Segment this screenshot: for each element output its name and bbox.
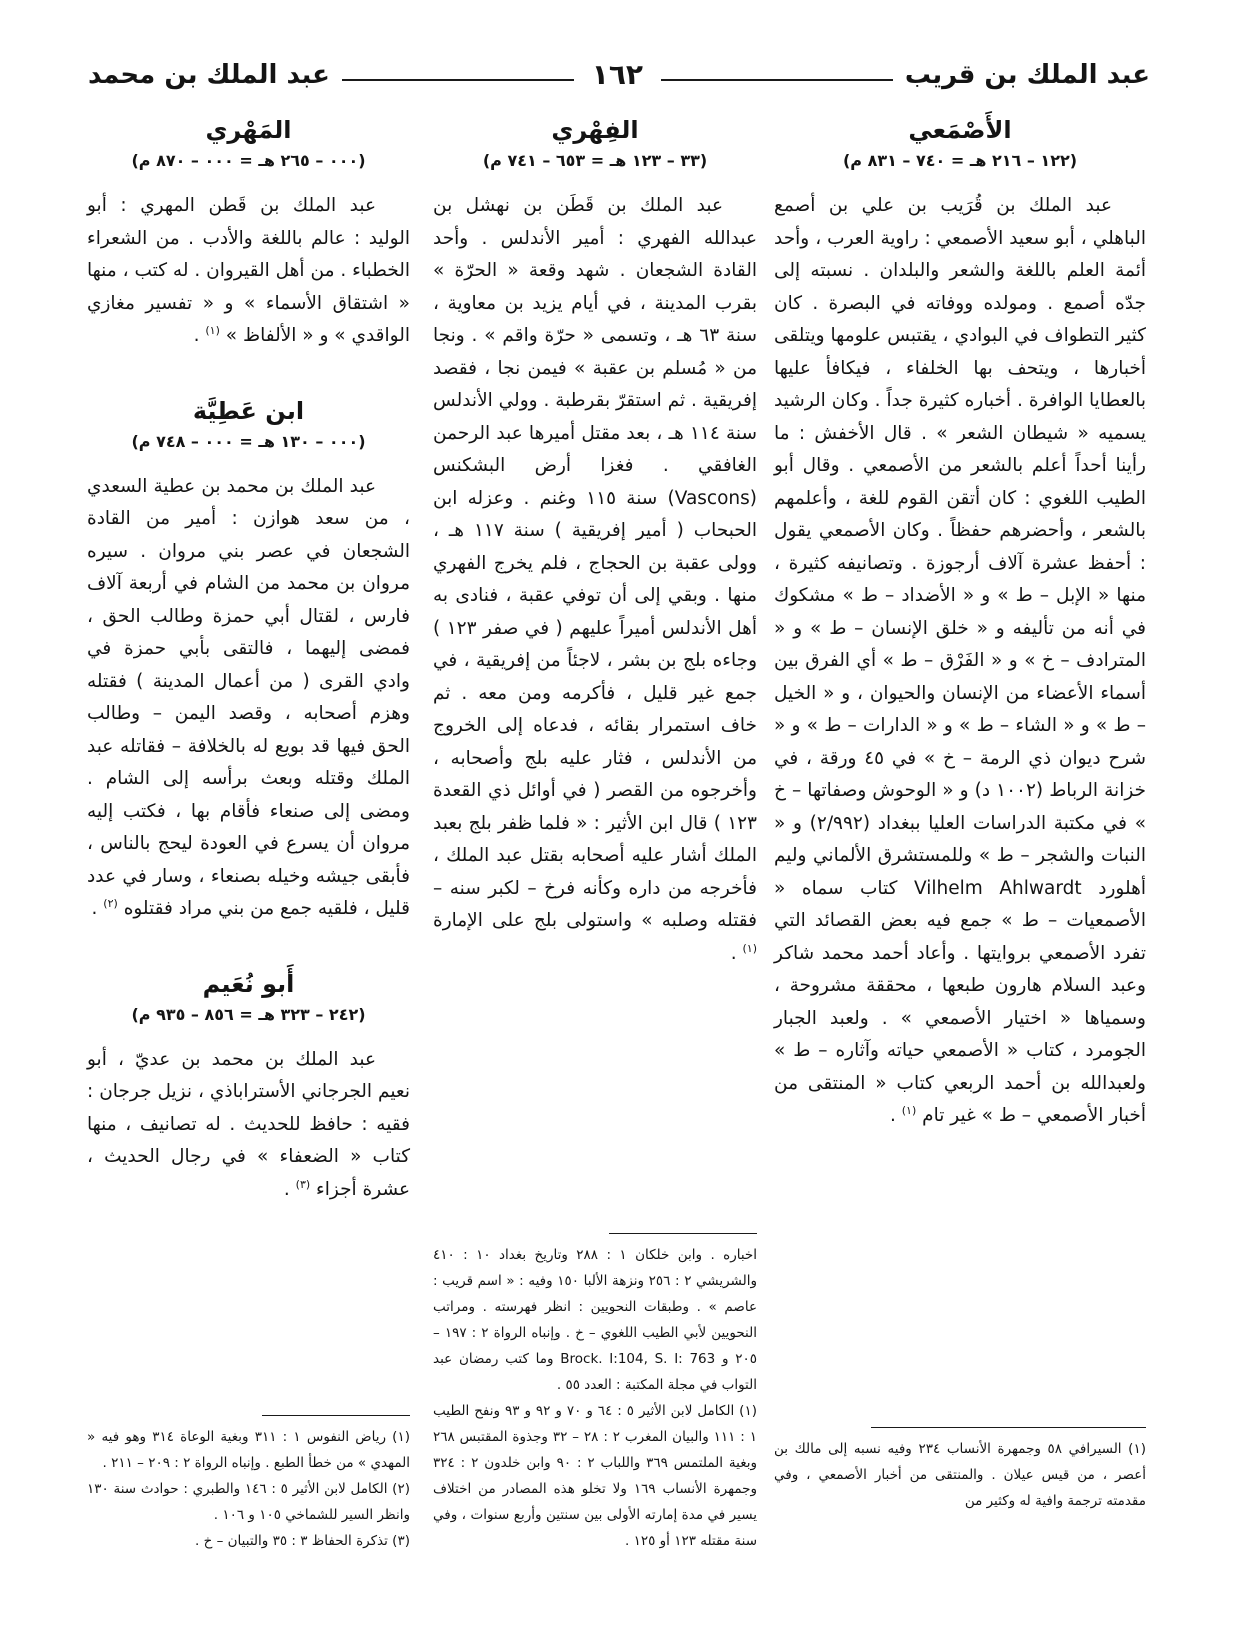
column-middle [433, 112, 757, 1554]
header-rule [342, 79, 574, 81]
entry-body-text: عبد الملك بن قُرَيب بن علي بن أصمع الباهلي ، أبو سعيد الأصمعي : راوية العرب ، وأحد أئمة العلم باللغة والشعر والبلدان . نسبته إلى جدّه أصمع . ومولده ووفاته في البصرة . كان كثير التطواف في البوادي ، يقتبس علومها ويتلقى أخبارها ، ويتحف بها الخلفاء ، فيكافأ عليها بالعطايا الوافرة . أخباره كثيرة جداً . وكان الرشيد يسميه « شيطان الشعر » . قال الأخفش : ما رأينا أحداً أعلم بالشعر من الأصمعي . وقال أبو الطيب اللغوي : كان أتقن القوم للغة ، وأعلمهم بالشعر ، وأحضرهم حفظاً . وكان الأصمعي يقول : أحفظ عشرة آلاف أرجوزة . وتصانيفه كثيرة ، منها « الإبل – ط » و « الأضداد – ط » مشكوك في أنه من تأليفه و « خلق الإنسان – ط » و « المترادف – خ » و « الفَرْق – ط » أي الفرق بين أسماء الأعضاء من الإنسان والحيوان ، و « الخيل – ط » و « الشاء – ط » و « الدارات – ط » و « شرح ديوان ذي الرمة – خ » في ٤٥ ورقة ، في خزانة الرباط (١٠٠٢ د) و « الوحوش وصفاتها – خ » في مكتبة الدراسات العليا ببغداد (٢/٩٩٢) و « النبات والشجر – ط » وللمستشرق الألماني وليم أهلورد Vilhelm Ahlwardt كتاب سماه « الأصمعيات – ط » جمع فيه بعض القصائد التي تفرد الأصمعي بروايتها . وأعاد أحمد محمد شاكر وعبد السلام هارون طبعها ، محققة مشروحة ، وسمياها « اختيار الأصمعي » . ولعبد الجبار الجومرد ، كتاب « الأصمعي حياته وآثاره – ط » ولعبدالله بن أحمد الربعي كتاب « المنتقى من أخبار الأصمعي – ط » غير تام [774, 195, 1147, 1126]
footnote: (٣) تذكرة الحفاظ ٣ : ٣٥ والتبيان – خ . [195, 1533, 410, 1549]
entry-text [87, 1044, 410, 1207]
header-rule [661, 79, 893, 81]
footnote-ref: (١) [205, 323, 220, 337]
footnotes-left [87, 1415, 410, 1554]
footnote: (٢) الكامل لابن الأثير ٥ : ١٤٦ والطبري : حوادث سنة ١٣٠ وانظر السير للشماخي ١٠٥ و ١٠٦ . [87, 1481, 410, 1523]
running-header [88, 54, 1150, 96]
footnote-ref: (١) [901, 1103, 917, 1117]
column-right [774, 112, 1146, 1554]
entry-dates: (١٢٢ – ٢١٦ هـ = ٧٤٠ – ٨٣١ م) [842, 151, 1078, 170]
column-left [87, 112, 410, 1554]
entry-dates: (٣٣ – ١٢٣ هـ = ٦٥٣ – ٧٤١ م) [482, 151, 708, 170]
footnotes-right [774, 1427, 1146, 1554]
entry-dates: (٢٤٢ – ٣٢٣ هـ = ٨٥٦ – ٩٣٥ م) [131, 1004, 366, 1024]
footnote-separator [262, 1415, 410, 1416]
entry-text [87, 471, 410, 926]
entry-body-text: عبد الملك بن قَطن المهري : أبو الوليد : عالم باللغة والأدب . من الشعراء الخطباء . من أهل القيروان . له كتب ، منها « اشتقاق الأسماء » و « تفسير مغازي الواقدي » و « الألفاظ » [87, 195, 410, 346]
entry-title: الفِهْري [551, 116, 639, 144]
entry-end-mark: . [889, 1105, 896, 1126]
footnotes-middle [433, 1233, 757, 1554]
running-title-left: عبد الملك بن محمد [87, 60, 330, 90]
entry-abu-nuaym [87, 966, 410, 1207]
entry-title: ابن عَطِيَّة [192, 396, 305, 425]
entry-title: أَبو نُعَيم [202, 969, 295, 998]
footnote-ref: (٢) [103, 896, 118, 910]
entry-body-text: عبد الملك بن قَطَن بن نهشل بن عبدالله الفهري : أمير الأندلس . وأحد القادة الشجعان . شهد وقعة « الحرّة » بقرب المدينة ، في أيام يزيد بن معاوية ، سنة ٦٣ هـ ، وتسمى « حرّة واقم » . ونجا من « مُسلم بن عقبة » فيمن نجا ، فقصد إفريقية . ثم استقرّ بقرطبة . وولي الأندلس سنة ١١٤ هـ ، بعد مقتل أميرها عبد الرحمن الغافقي . فغزا أرض البشكنس (Vascons) سنة ١١٥ وغنم . وعزله ابن الحبحاب ( أمير إفريقية ) سنة ١١٧ هـ ، وولى عقبة بن الحجاج ، فلم يخرج الفهري منها . وبقي إلى أن توفي عقبة ، فنادى به أهل الأندلس أميراً عليهم ( في صفر ١٢٣ ) وجاءه بلج بن بشر ، لاجئاً من إفريقية ، في جمع غير قليل ، فأكرمه ومن معه . ثم خاف استمرار بقائه ، فدعاه إلى الخروج من الأندلس ، فثار عليه بلج وأصحابه ، وأخرجوه من القصر ( في أوائل ذي القعدة ١٢٣ ) قال ابن الأثير : « فلما ظفر بلج بعبد الملك أشار عليه أصحابه بقتل عبد الملك ، فأخرجه من داره وكأنه فرخ – لكبر سنه – فقتله وصلبه » واستولى بلج على الإمارة [432, 195, 758, 931]
footnote-ref: (١) [742, 941, 757, 955]
entry-body-text: عبد الملك بن محمد بن عديّ ، أبو نعيم الجرجاني الأستراباذي ، نزيل جرجان : فقيه : حافظ للحديث . له تصانيف ، منها كتاب « الضعفاء » في رجال الحديث ، عشرة أجزاء [87, 1048, 410, 1200]
footnote-separator [871, 1427, 1146, 1428]
entry-dates: (٠٠٠ – ١٣٠ هـ = ٠٠٠ – ٧٤٨ م) [131, 431, 366, 451]
entry-end-mark: . [283, 1178, 290, 1200]
entry-end-mark: . [193, 325, 200, 346]
entry-text [774, 190, 1146, 1133]
entry-title: المَهْري [205, 116, 292, 144]
page-number: ١٦٢ [591, 58, 644, 91]
entry-mahri [87, 112, 410, 353]
entry-text [433, 190, 757, 970]
entry-body-text: عبد الملك بن محمد بن عطية السعدي ، من سعد هوازن : أمير من القادة الشجعان في عصر بني مروان . سيره مروان بن محمد من الشام في أربعة آلاف فارس ، لقتال أبي حمزة وطالب الحق ، فمضى إليهما ، فالتقى بأبي حمزة في وادي القرى ( من أعمال المدينة ) فقتله وهزم أصحابه ، وقصد اليمن – وطالب الحق فيها قد بويع له بالخلافة – فقاتله عبد الملك وقتله وبعث برأسه إلى الشام . ومضى إلى صنعاء فأقام بها ، فكتب إليه مروان أن يسرع في العودة ليحج بالناس ، فأبقى جيشه وخيله بصنعاء ، وسار في عدد قليل ، فلقيه جمع من بني مراد فقتلوه [87, 475, 410, 919]
footnote-separator [609, 1233, 757, 1234]
running-title-right: عبد الملك بن قريب [904, 60, 1150, 90]
entry-ibn-atiyya [87, 393, 410, 926]
entry-title: الأَصْمَعي [908, 116, 1012, 144]
entry-dates: (٠٠٠ – ٢٦٥ هـ = ٠٠٠ – ٨٧٠ م) [131, 151, 366, 170]
entry-text [87, 190, 410, 353]
footnote: (١) الكامل لابن الأثير ٥ : ٦٤ و ٧٠ و ٩٢ و ٩٣ ونفح الطيب ١ : ١١١ والبيان المغرب ٢ : ٢٨ – ٣٢ وجذوة المقتبس ٢٦٨ وبغية الملتمس ٣٦٩ واللباب ٢ : ٩٠ وابن خلدون ٢ : ٣٢٤ وجمهرة الأنساب ١٦٩ ولا تخلو هذه المصادر من اختلاف يسير في مدة إمارته الأولى بين سنتين وأربع سنوات ، وفي سنة مقتله ١٢٣ أو ١٢٥ . [433, 1403, 757, 1549]
footnote: (١) السيرافي ٥٨ وجمهرة الأنساب ٢٣٤ وفيه نسبه إلى مالك بن أعصر ، من قيس عيلان . والمنتقى من أخبار الأصمعي ، وفي مقدمته ترجمة وافية له وكثير من [774, 1441, 1146, 1509]
footnote: (١) رياض النفوس ١ : ٣١١ وبغية الوعاة ٣١٤ وهو فيه « المهدي » من خطأ الطبع . وإنباه الرواة ٢ : ٢٠٩ – ٢١١ . [87, 1429, 410, 1471]
footnote-continuation: اخباره . وابن خلكان ١ : ٢٨٨ وتاريخ بغداد ١٠ : ٤١٠ والشريشي ٢ : ٢٥٦ ونزهة الألبا ١٥٠ وفيه : « اسم قريب : عاصم » . وطبقات النحويين : انظر فهرسته . ومراتب النحويين لأبي الطيب اللغوي – خ . وإنباه الرواة ٢ : ١٩٧ – ٢٠٥ و Brock. I:104, S. I: 763 وما كتب رمضان عبد التواب في مجلة المكتبة : العدد ٥٥ . [433, 1247, 758, 1393]
entry-asmai [774, 112, 1146, 1133]
footnote-ref: (٣) [295, 1177, 311, 1191]
entry-end-mark: . [91, 898, 98, 919]
entry-end-mark: . [730, 942, 737, 964]
entry-fihri [433, 112, 757, 970]
